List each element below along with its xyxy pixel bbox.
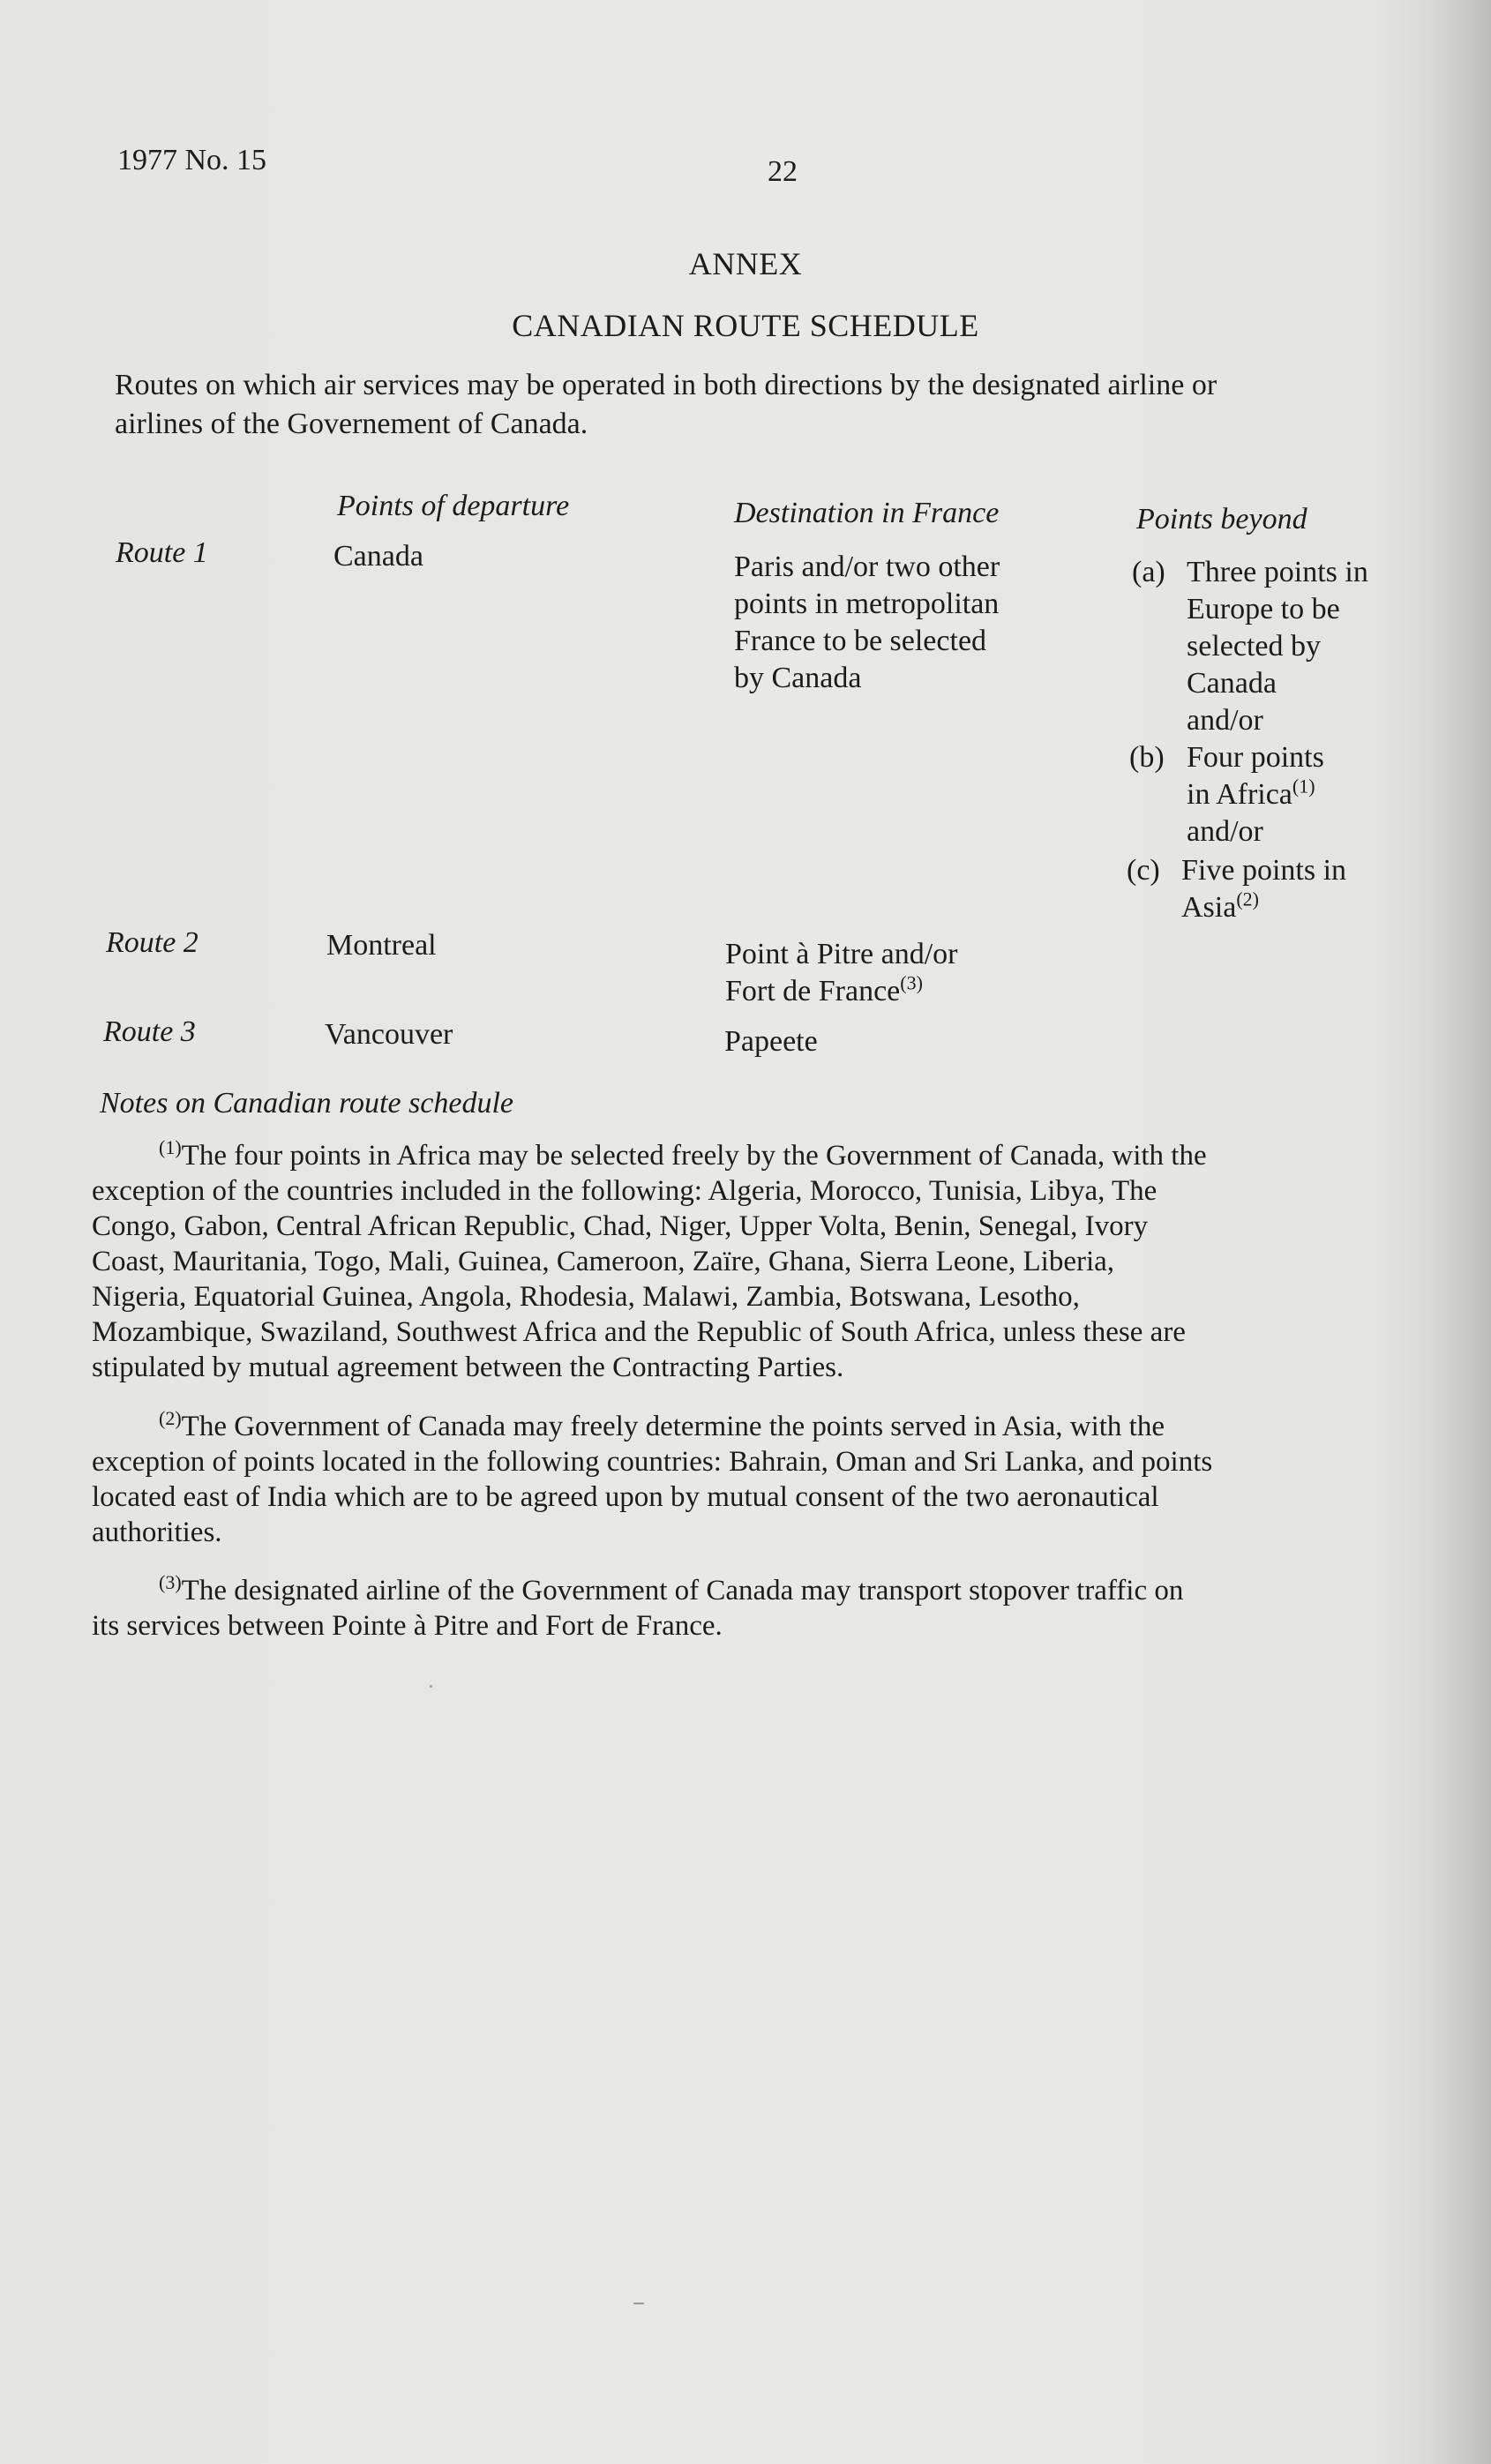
route-1-destination: Paris and/or two other points in metropolitan France to be selected by Canada bbox=[734, 550, 1000, 694]
print-speck bbox=[430, 1685, 432, 1688]
route-1-beyond-b: (b) Four points in Africa$^{(1)}$ and/or bbox=[1129, 741, 1324, 848]
note-3: $^{(3)}$The designated airline of the Government of Canada may transport stopover traffic on its services between Pointe à Pitre and Fort de France. bbox=[92, 1571, 1184, 1642]
note-1: $^{(1)}$The four points in Africa may be selected freely by the Government of Canada, with the exception of the countries included in the following: Algeria, Morocco, Tunisia, Libya, The Congo, Gabon, Central African Republic, Chad, Niger, Upper Volta, Benin, Senegal, Ivory Coast, Mauritania, Togo, Mali, Guinea, Cameroon, Zaïre, Ghana, Sierra Leone, Liberia, Nigeria, Equatorial Guinea, Angola, Rhodesia, Malawi, Zambia, Botswana, Lesotho, Mozambique, Swaziland, Southwest Africa and the Republic of South Africa, unless these are stipulated by mutual agreement between the Contracting Parties. bbox=[92, 1136, 1207, 1383]
intro-line: airlines of the Governement of Canada. bbox=[115, 408, 588, 440]
route-1-beyond-c: (c) Five points in Asia$^{(2)}$ bbox=[1127, 854, 1347, 924]
route-2-label: Route 2 bbox=[106, 926, 199, 959]
column-header-departure: Points of departure bbox=[337, 490, 570, 522]
route-3-label: Route 3 bbox=[103, 1015, 196, 1048]
column-header-destination: Destination in France bbox=[734, 497, 1000, 529]
annex-title: ANNEX bbox=[688, 246, 803, 281]
route-1-departure: Canada bbox=[333, 540, 423, 573]
notes-title: Notes on Canadian route schedule bbox=[100, 1087, 514, 1120]
intro-paragraph bbox=[115, 366, 1456, 444]
route-1-label: Route 1 bbox=[116, 536, 208, 569]
document-reference: 1977 No. 15 bbox=[117, 144, 267, 176]
intro-line: Routes on which air services may be operated in both directions by the designated airline or bbox=[115, 369, 1218, 401]
column-header-beyond: Points beyond bbox=[1136, 503, 1307, 535]
route-2-departure: Montreal bbox=[326, 929, 437, 962]
route-1-beyond-a: (a) Three points in Europe to be selected by Canada and/or bbox=[1132, 556, 1368, 737]
route-2-destination: Point à Pitre and/or Fort de France$^{(3)}$ bbox=[725, 938, 958, 1007]
route-3-destination: Papeete bbox=[724, 1025, 818, 1058]
print-mark bbox=[633, 2303, 644, 2304]
page-number: 22 bbox=[768, 155, 798, 188]
note-2: $^{(2)}$The Government of Canada may freely determine the points served in Asia, with the exception of points located in the following countries: Bahrain, Oman and Sri Lanka, and points located east of India which are to be agreed upon by mutual consent of the two aeronautical authorities. bbox=[92, 1407, 1213, 1548]
route-3-departure: Vancouver bbox=[325, 1018, 453, 1051]
schedule-title: CANADIAN ROUTE SCHEDULE bbox=[512, 308, 979, 343]
